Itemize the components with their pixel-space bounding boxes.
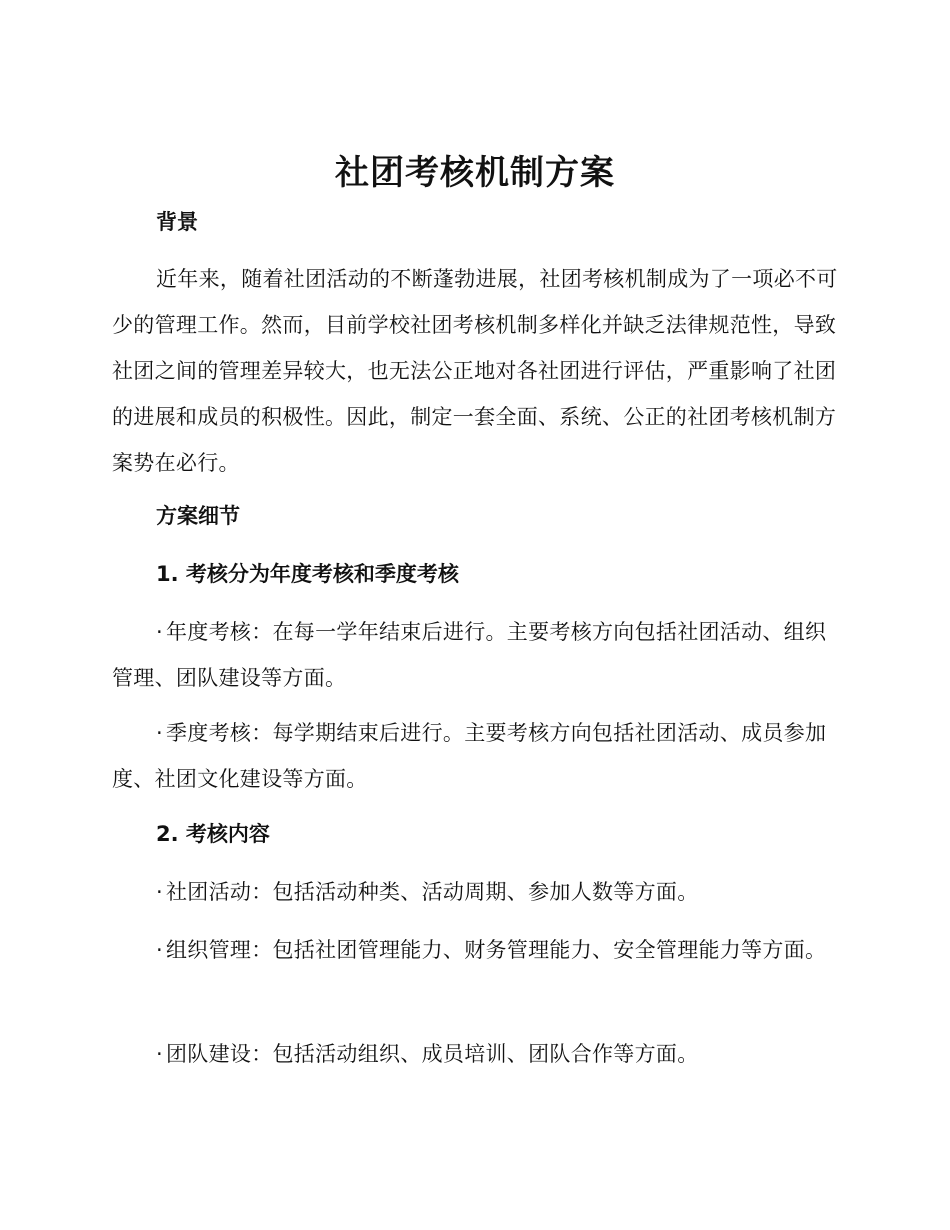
details-heading: 方案细节	[156, 504, 240, 528]
list-item-annual-review	[112, 609, 842, 701]
background-heading: 背景	[156, 210, 198, 234]
list-item-club-activities	[112, 869, 842, 915]
section2-heading: 2. 考核内容	[156, 822, 270, 846]
list-item-text: 年度考核：在每一学年结束后进行。主要考核方向包括社团活动、组织管理、团队建设等方面。	[112, 620, 827, 690]
page-title: 社团考核机制方案	[335, 153, 615, 193]
list-item-text: 季度考核：每学期结束后进行。主要考核方向包括社团活动、成员参加度、社团文化建设等方面。	[112, 721, 827, 791]
bullet-icon: ·	[156, 1042, 163, 1066]
bullet-icon: ·	[156, 938, 163, 962]
list-item-organization-management	[112, 927, 842, 973]
background-paragraph: 近年来，随着社团活动的不断蓬勃进展，社团考核机制成为了一项必不可少的管理工作。然而，目前学校社团考核机制多样化并缺乏法律规范性，导致社团之间的管理差异较大，也无法公正地对各社团进行评估，严重影响了社团的进展和成员的积极性。因此，制定一套全面、系统、公正的社团考核机制方案势在必行。	[112, 267, 838, 475]
section1-heading: 1. 考核分为年度考核和季度考核	[156, 562, 459, 586]
bullet-icon: ·	[156, 880, 163, 904]
list-item-quarterly-review	[112, 710, 842, 802]
bullet-icon: ·	[156, 620, 163, 644]
list-item-text: 社团活动：包括活动种类、活动周期、参加人数等方面。	[166, 880, 699, 904]
list-item-team-building	[112, 1031, 842, 1077]
bullet-icon: ·	[156, 721, 163, 745]
list-item-text: 团队建设：包括活动组织、成员培训、团队合作等方面。	[166, 1042, 699, 1066]
list-item-text: 组织管理：包括社团管理能力、财务管理能力、安全管理能力等方面。	[166, 938, 827, 962]
